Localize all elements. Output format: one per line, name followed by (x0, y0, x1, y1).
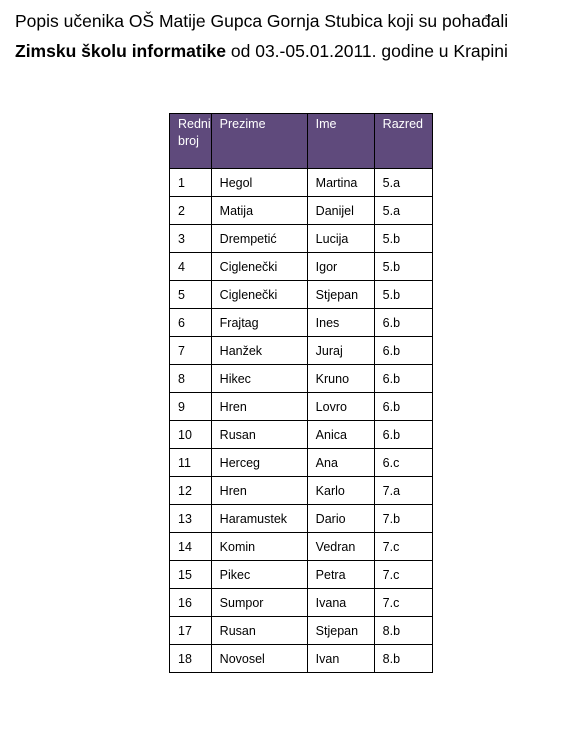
cell-name: Lovro (307, 393, 374, 421)
header-number-line-1: Redni (178, 117, 211, 131)
cell-class: 5.b (374, 253, 432, 281)
cell-number: 8 (170, 365, 212, 393)
cell-class: 7.c (374, 589, 432, 617)
cell-name: Igor (307, 253, 374, 281)
table-row (170, 365, 433, 393)
table-row (170, 589, 433, 617)
table-row (170, 393, 433, 421)
cell-class: 6.b (374, 365, 432, 393)
cell-number: 16 (170, 589, 212, 617)
table-row (170, 617, 433, 645)
cell-name: Danijel (307, 197, 374, 225)
cell-surname: Frajtag (211, 309, 307, 337)
cell-surname: Hanžek (211, 337, 307, 365)
cell-class: 8.b (374, 645, 432, 673)
student-table (169, 113, 433, 673)
cell-class: 6.b (374, 309, 432, 337)
table-row (170, 449, 433, 477)
cell-class: 7.c (374, 533, 432, 561)
cell-number: 15 (170, 561, 212, 589)
cell-surname: Komin (211, 533, 307, 561)
cell-name: Anica (307, 421, 374, 449)
cell-name: Stjepan (307, 617, 374, 645)
cell-name: Lucija (307, 225, 374, 253)
cell-class: 5.a (374, 169, 432, 197)
cell-surname: Hegol (211, 169, 307, 197)
cell-number: 11 (170, 449, 212, 477)
cell-class: 6.c (374, 449, 432, 477)
cell-surname: Ciglenečki (211, 253, 307, 281)
cell-number: 3 (170, 225, 212, 253)
cell-surname: Novosel (211, 645, 307, 673)
cell-name: Juraj (307, 337, 374, 365)
heading-date-text: od 03.-05.01.2011. godine u Krapini (226, 41, 508, 61)
header-number (170, 114, 212, 169)
cell-class: 6.b (374, 393, 432, 421)
table-header-row (170, 114, 433, 169)
header-class: Razred (374, 114, 432, 169)
cell-surname: Hikec (211, 365, 307, 393)
cell-class: 5.b (374, 225, 432, 253)
cell-class: 7.c (374, 561, 432, 589)
cell-class: 7.a (374, 477, 432, 505)
cell-number: 7 (170, 337, 212, 365)
header-number-line-2: broj (178, 134, 199, 148)
heading-line-1: Popis učenika OŠ Matije Gupca Gornja Stubica koji su pohađali (15, 11, 509, 31)
table-row (170, 477, 433, 505)
cell-name: Dario (307, 505, 374, 533)
cell-name: Ivana (307, 589, 374, 617)
table-row (170, 645, 433, 673)
table-row (170, 197, 433, 225)
table-row (170, 421, 433, 449)
table-row (170, 225, 433, 253)
table-row (170, 533, 433, 561)
cell-number: 2 (170, 197, 212, 225)
document-heading (15, 6, 575, 66)
cell-name: Petra (307, 561, 374, 589)
cell-name: Stjepan (307, 281, 374, 309)
cell-surname: Sumpor (211, 589, 307, 617)
cell-number: 13 (170, 505, 212, 533)
heading-line-2 (15, 36, 575, 66)
header-surname: Prezime (211, 114, 307, 169)
cell-name: Vedran (307, 533, 374, 561)
cell-surname: Rusan (211, 421, 307, 449)
cell-name: Kruno (307, 365, 374, 393)
cell-surname: Ciglenečki (211, 281, 307, 309)
cell-number: 14 (170, 533, 212, 561)
table-body (170, 169, 433, 673)
cell-name: Ivan (307, 645, 374, 673)
cell-class: 8.b (374, 617, 432, 645)
cell-number: 9 (170, 393, 212, 421)
cell-name: Martina (307, 169, 374, 197)
table-row (170, 337, 433, 365)
cell-number: 6 (170, 309, 212, 337)
cell-number: 17 (170, 617, 212, 645)
table-row (170, 561, 433, 589)
cell-number: 18 (170, 645, 212, 673)
cell-number: 5 (170, 281, 212, 309)
table-row (170, 281, 433, 309)
cell-surname: Pikec (211, 561, 307, 589)
cell-name: Ines (307, 309, 374, 337)
cell-number: 4 (170, 253, 212, 281)
cell-surname: Drempetić (211, 225, 307, 253)
cell-name: Karlo (307, 477, 374, 505)
cell-surname: Hren (211, 393, 307, 421)
cell-class: 6.b (374, 337, 432, 365)
cell-class: 5.a (374, 197, 432, 225)
cell-name: Ana (307, 449, 374, 477)
cell-number: 10 (170, 421, 212, 449)
header-name: Ime (307, 114, 374, 169)
cell-class: 5.b (374, 281, 432, 309)
cell-class: 7.b (374, 505, 432, 533)
cell-surname: Haramustek (211, 505, 307, 533)
table-row (170, 309, 433, 337)
heading-bold-text: Zimsku školu informatike (15, 41, 227, 61)
table-row (170, 253, 433, 281)
table-row (170, 169, 433, 197)
cell-surname: Hren (211, 477, 307, 505)
cell-surname: Herceg (211, 449, 307, 477)
cell-surname: Matija (211, 197, 307, 225)
table-row (170, 505, 433, 533)
cell-number: 12 (170, 477, 212, 505)
cell-surname: Rusan (211, 617, 307, 645)
cell-number: 1 (170, 169, 212, 197)
cell-class: 6.b (374, 421, 432, 449)
